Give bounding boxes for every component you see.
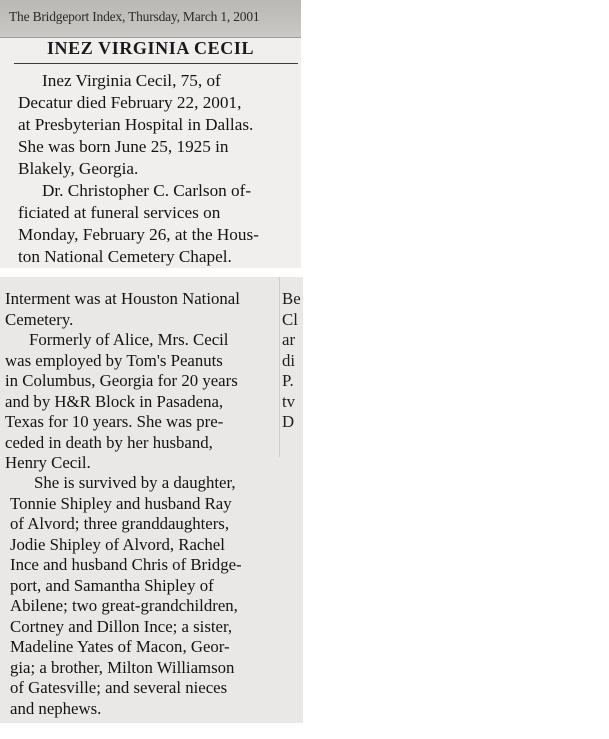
text-line: Interment was at Houston National [5,289,240,308]
headline-rule [14,63,298,64]
text-line: of Alvord; three granddaughters, [10,514,230,533]
text-line: Tonnie Shipley and husband Ray [10,493,232,513]
text-line: Texas for 10 years. She was pre- [5,412,224,431]
text-line: Inez Virginia Cecil, 75, of [42,71,221,90]
fragment: D [282,412,295,431]
text-line: Abilene; two great-grandchildren, [10,596,238,615]
column-2 [5,289,283,474]
clipping-top [0,0,301,268]
text-line: at Presbyterian Hospital in Dallas. [18,115,254,134]
text-line: Jodie Shipley of Alvord, Rachel [10,534,225,554]
fragment: Cl [282,309,298,329]
text-line: ceded in death by her husband, [5,432,213,452]
text-line: Cortney and Dillon Ince; a sister, [10,616,233,636]
column-1 [18,70,296,268]
clipping-bottom [0,277,303,723]
fragment: Be [282,289,301,308]
dateline: The Bridgeport Index, Thursday, March 1, 2001 [9,9,260,24]
text-line: Cemetery. [5,309,74,329]
text-line: Monday, February 26, at the Hous- [18,225,259,244]
text-line: Henry Cecil. [5,453,91,472]
text-line: She was born June 25, 1925 in [18,137,229,156]
fragment: ar [282,330,296,349]
text-line: She is survived by a daughter, [34,473,236,492]
dateline-bar [0,0,301,38]
text-line: Decatur died February 22, 2001, [18,93,242,112]
fragment: tv [282,391,296,411]
text-line: Dr. Christopher C. Carlson of- [42,181,252,200]
column-3 [10,473,300,719]
fragment: di [282,350,296,370]
text-line: Ince and husband Chris of Bridge- [10,555,242,574]
text-line: Madeline Yates of Macon, Geor- [10,637,230,656]
fragment: P. [282,371,294,390]
obituary-headline: INEZ VIRGINIA CECIL [46,38,255,58]
text-line: and by H&R Block in Pasadena, [5,391,224,411]
text-line: Formerly of Alice, Mrs. Cecil [29,330,229,349]
text-line: gia; a brother, Milton Williamson [10,657,235,677]
text-line: ton National Cemetery Chapel. [18,247,232,266]
text-line: and nephews. [10,698,102,718]
text-line: was employed by Tom's Peanuts [5,350,223,370]
text-line: port, and Samantha Shipley of [10,575,214,595]
adjacent-column-fragments [282,289,301,433]
text-line: in Columbus, Georgia for 20 years [5,371,238,390]
text-line: ficiated at funeral services on [18,203,221,222]
text-line: Blakely, Georgia. [18,159,139,178]
text-line: of Gatesville; and several nieces [10,678,228,697]
